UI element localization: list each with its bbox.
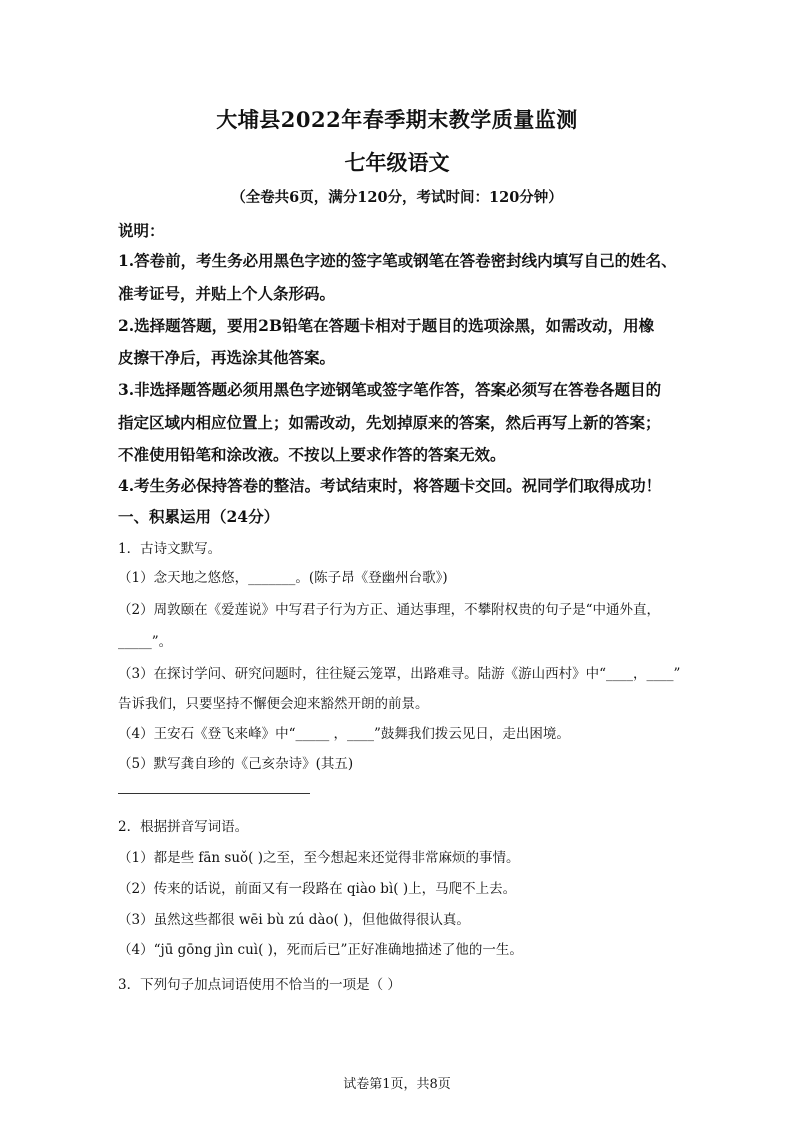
question-line: （5）默写龚自珍的《己亥杂诗》(其五) [118, 756, 354, 772]
question-line: 3．下列句子加点词语使用不恰当的一项是（ ） [118, 977, 401, 993]
instruction-line: 3.非选择题答题必须用黑色字迹钢笔或签字笔作答，答案必须写在答卷各题目的 [118, 380, 662, 399]
question-line: （2）传来的话说，前面又有一段路在 qiào bì( )上，马爬不上去。 [118, 881, 517, 897]
answer-blank-line [118, 793, 310, 794]
instruction-line: 准考证号，并贴上个人条形码。 [118, 284, 336, 303]
question-line: （1）念天地之悠悠，_______。(陈子昂《登幽州台歌》) [118, 570, 448, 586]
exam-subject: 七年级语文 [344, 150, 450, 175]
exam-title: 大埔县2022年春季期末教学质量监测 [216, 107, 578, 132]
question-line: （4）王安石《登飞来峰》中“_____ ，____”鼓舞我们拨云见日，走出困境。 [118, 726, 570, 742]
instruction-line: 4.考生务必保持答卷的整洁。考试结束时，将答题卡交回。祝同学们取得成功！ [118, 476, 662, 495]
question-line: 告诉我们，只要坚持不懈便会迎来豁然开朗的前景。 [118, 696, 429, 712]
question-line: （1）都是些 fān suǒ( )之至，至今想起来还觉得非常麻烦的事情。 [118, 850, 520, 866]
question-line: 2．根据拼音写词语。 [118, 819, 249, 835]
question-line: 1．古诗文默写。 [118, 541, 222, 557]
instruction-line: 1.答卷前，考生务必用黑色字迹的签字笔或钢笔在答卷密封线内填写自己的姓名、 [118, 251, 677, 270]
page-footer: 试卷第1页，共8页 [343, 1077, 451, 1092]
exam-meta: （全卷共6页，满分120分，考试时间：120分钟） [231, 189, 563, 206]
section-heading: 一、积累运用（24分） [118, 507, 280, 526]
instruction-line: 指定区域内相应位置上；如需改动，先划掉原来的答案，然后再写上新的答案； [118, 413, 661, 432]
question-line: （4）“jū gōng jìn cuì( )，死而后已”正好准确地描述了他的一生。 [118, 942, 523, 958]
instruction-line: 不准使用铅笔和涂改液。不按以上要求作答的答案无效。 [118, 445, 506, 464]
question-line: （3）在探讨学问、研究问题时，往往疑云笼罩，出路难寻。陆游《游山西村》中“____，____” [118, 666, 681, 682]
question-line: （3）虽然这些都很 wēi bù zú dào( )，但他做得很认真。 [118, 912, 470, 928]
instructions-heading: 说明： [118, 221, 165, 240]
instruction-line: 皮擦干净后，再选涂其他答案。 [118, 348, 336, 367]
question-line: （2）周敦颐在《爱莲说》中写君子行为方正、通达事理，不攀附权贵的句子是“中通外直， [118, 602, 660, 618]
instruction-line: 2.选择题答题，要用2B铅笔在答题卡相对于题目的选项涂黑，如需改动，用橡 [118, 316, 655, 335]
question-line: _____”。 [118, 634, 173, 650]
